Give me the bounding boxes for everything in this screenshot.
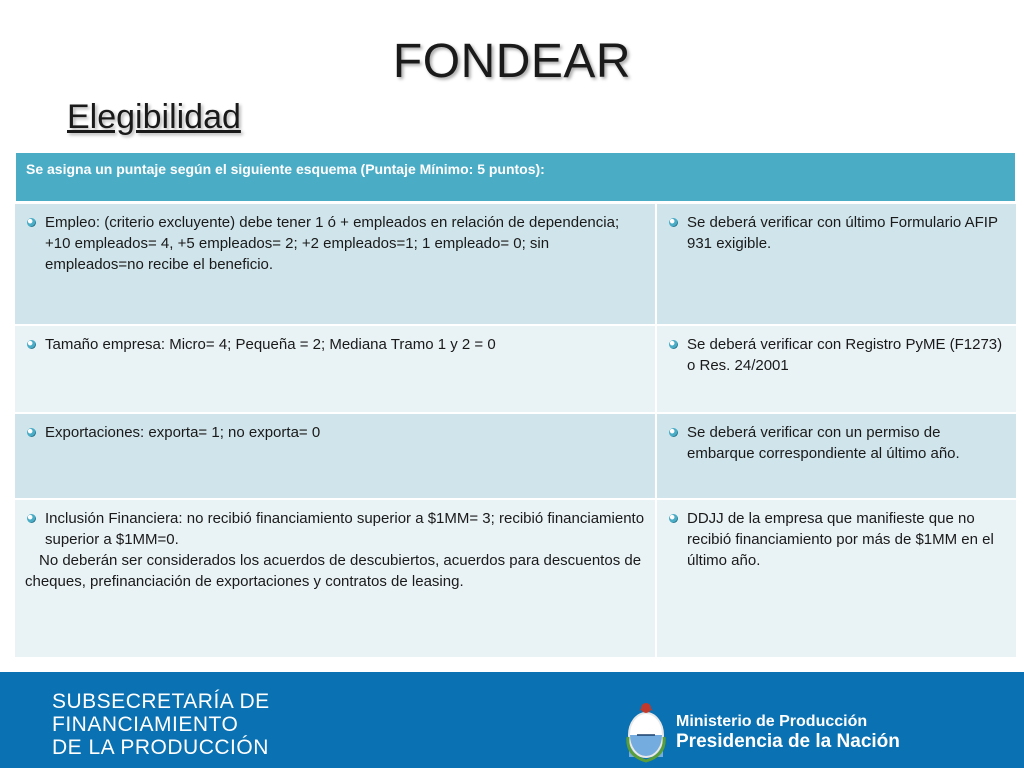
coat-of-arms-icon [624, 697, 668, 763]
bullet-icon [27, 340, 36, 349]
row-criterion [15, 414, 657, 498]
table-row [15, 202, 1016, 324]
verification-text: Se deberá verificar con un permiso de embarque correspondiente al último año. [687, 424, 960, 462]
bullet-icon [669, 428, 678, 437]
bullet-icon [669, 340, 678, 349]
row-verification [657, 326, 1016, 412]
row-criterion [15, 326, 657, 412]
row-verification [657, 500, 1016, 657]
criterion-text: Tamaño empresa: Micro= 4; Pequeña = 2; Mediana Tramo 1 y 2 = 0 [45, 336, 496, 353]
bullet-icon [27, 218, 36, 227]
row-criterion [15, 500, 657, 657]
criterion-text: Inclusión Financiera: no recibió financiamiento superior a $1MM= 3; recibió financiamiento superior a $1MM=0. [45, 510, 645, 548]
slide-subtitle: Elegibilidad [67, 98, 241, 136]
criterion-note: No deberán ser considerados los acuerdos de descubiertos, acuerdos para descuentos de cheques, prefinanciación de exportaciones y contratos de leasing. [25, 552, 642, 590]
table-row [15, 324, 1016, 412]
verification-text: Se deberá verificar con Registro PyME (F1273) o Res. 24/2001 [687, 336, 1003, 374]
bullet-icon [669, 514, 678, 523]
bullet-icon [27, 514, 36, 523]
table-row [15, 412, 1016, 498]
verification-text: Se deberá verificar con último Formulario AFIP 931 exigible. [687, 214, 998, 252]
slide-title: FONDEAR [392, 35, 632, 88]
bullet-icon [669, 218, 678, 227]
criterion-text: Empleo: (criterio excluyente) debe tener 1 ó + empleados en relación de dependencia; +10 empleados= 4, +5 empleados= 2; +2 empleados=1; 1 empleado= 0; sin empleados=no recibe el beneficio. [45, 214, 620, 273]
row-verification [657, 414, 1016, 498]
bullet-icon [27, 428, 36, 437]
ministry-logo: Ministerio de Producción Presidencia de la Nación [676, 713, 900, 752]
row-verification [657, 204, 1016, 324]
row-criterion [15, 204, 657, 324]
subsecretaria-logo: SUBSECRETARÍA DE FINANCIAMIENTO DE LA PRODUCCIÓN [52, 690, 270, 759]
verification-text: DDJJ de la empresa que manifieste que no recibió financiamiento por más de $1MM en el último año. [687, 510, 994, 569]
table-row [15, 498, 1016, 657]
criterion-text: Exportaciones: exporta= 1; no exporta= 0 [45, 424, 321, 441]
table-header: Se asigna un puntaje según el siguiente esquema (Puntaje Mínimo: 5 puntos): [15, 152, 1016, 202]
